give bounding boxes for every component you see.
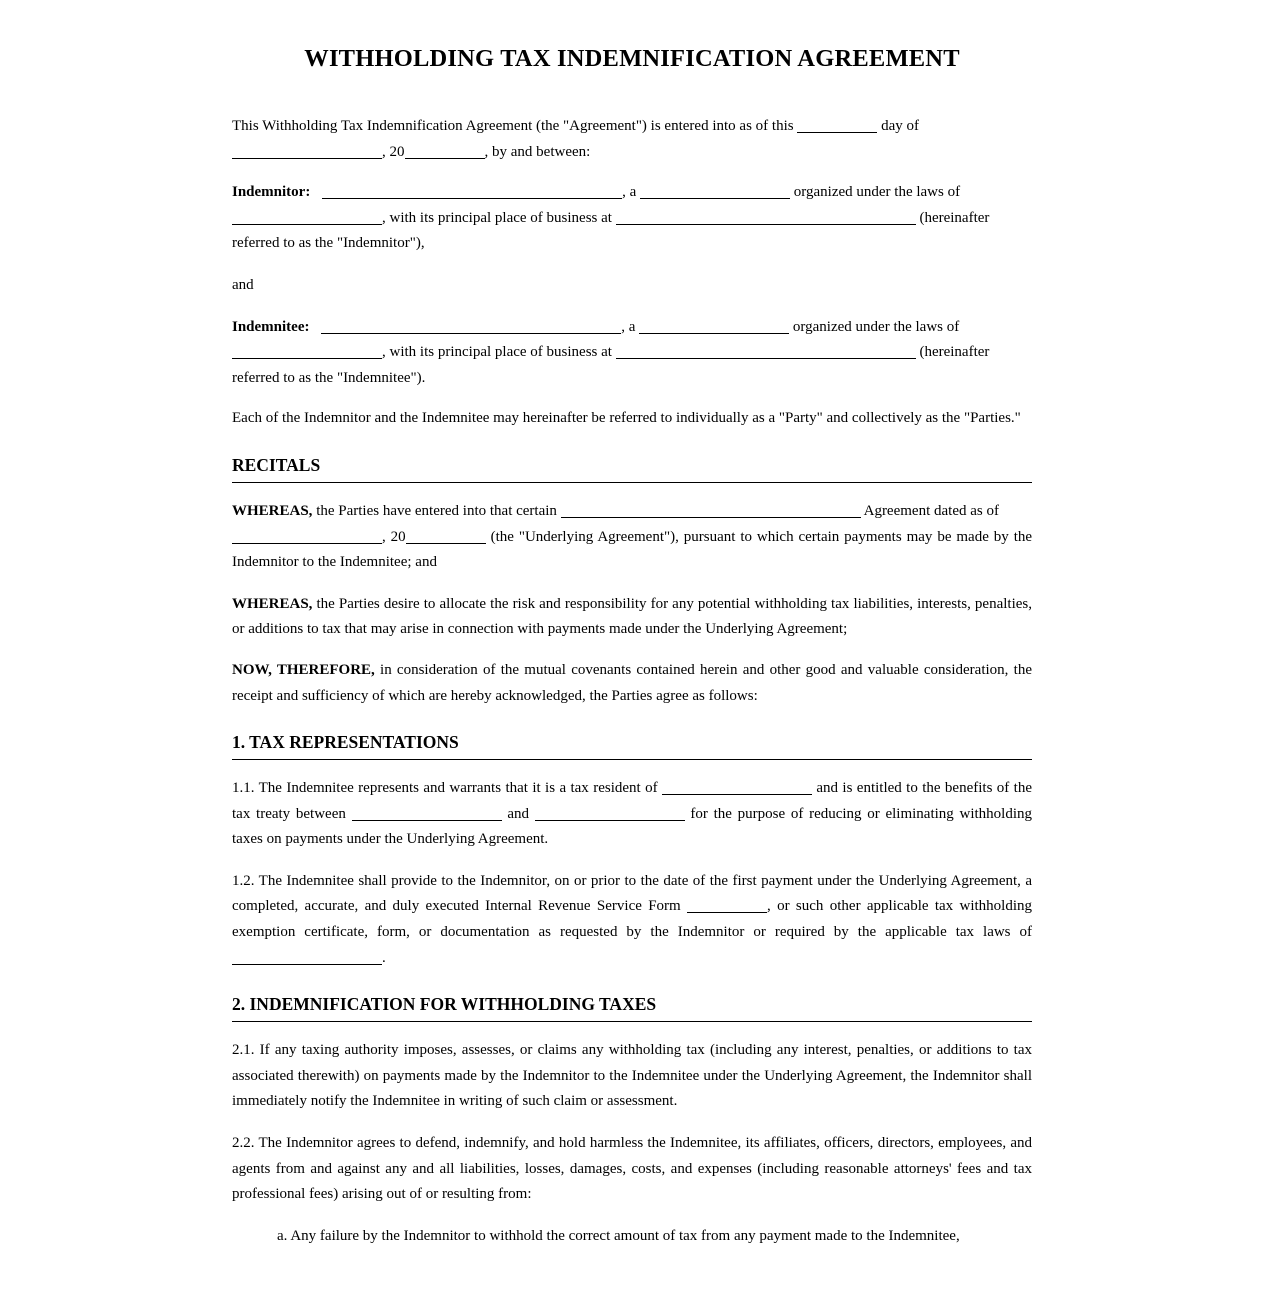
and-text: and (232, 276, 254, 293)
indemnitee-entity-type-blank[interactable] (639, 317, 789, 334)
document-title: WITHHOLDING TAX INDEMNIFICATION AGREEMENT (304, 45, 960, 72)
indemnitee-jurisdiction-blank[interactable] (232, 342, 382, 359)
indemnitor-name-blank[interactable] (322, 182, 622, 199)
year-blank[interactable] (405, 142, 485, 159)
indemnitor-jurisdiction-blank[interactable] (232, 208, 382, 225)
section-2-heading: 2. INDEMNIFICATION FOR WITHHOLDING TAXES (232, 993, 1032, 1022)
indemnitee-paragraph: Indemnitee: , a organized under the laws of , with its principal place of business at (hereinafter referred to as the "Indemnitee"). (232, 318, 990, 386)
now-therefore-paragraph: NOW, THEREFORE, in consideration of the mutual covenants contained herein and other good and valuable consideration, the receipt and sufficiency of which are hereby acknowledged, the Parties agree as follows: (232, 661, 1032, 704)
indemnitor-address-blank[interactable] (616, 208, 916, 225)
section-1-1-paragraph: 1.1. The Indemnitee represents and warrants that it is a tax resident of and is entitled to the benefits of the tax treaty between and for the purpose of reducing or eliminating withholding taxes on payments under the Underlying Agreement. (232, 780, 1033, 848)
section-1-2-paragraph: 1.2. The Indemnitee shall provide to the Indemnitor, on or prior to the date of the first payment under the Underlying Agreement, a completed, accurate, and duly executed Internal Revenue Service Form , or such other applicable tax withholding exemption certificate, form, or documentation as requested by the Indemnitor or required by the applicable tax laws of . (232, 872, 1032, 966)
month-blank[interactable] (232, 142, 382, 159)
section-2-2-a-paragraph: a. Any failure by the Indemnitor to withhold the correct amount of tax from any payment made to the Indemnitee, (277, 1227, 960, 1244)
irs-form-blank[interactable] (687, 896, 767, 913)
indemnitor-paragraph: Indemnitor: , a organized under the laws of , with its principal place of business at (hereinafter referred to as the "Indemnitor"), (232, 184, 990, 252)
recitals-heading: RECITALS (232, 454, 1032, 483)
agreement-year-blank[interactable] (406, 527, 486, 544)
treaty-country-1-blank[interactable] (352, 804, 502, 821)
whereas-1-paragraph: WHEREAS, the Parties have entered into that certain Agreement dated as of , 20 (the "Underlying Agreement"), pursuant to which certain payments may be made by the Indemnitor to the Indemnitee; and (232, 502, 1033, 571)
treaty-country-2-blank[interactable] (535, 804, 685, 821)
whereas-2-paragraph: WHEREAS, the Parties desire to allocate the risk and responsibility for any potential withholding tax liabilities, interests, penalties, or additions to tax that may arise in connection with payments made under the Underlying Agreement; (232, 595, 1032, 638)
indemnitor-entity-type-blank[interactable] (640, 182, 790, 199)
day-blank[interactable] (797, 116, 877, 133)
indemnitee-label: Indemnitee: (232, 318, 310, 335)
indemnitor-label: Indemnitor: (232, 184, 311, 201)
agreement-name-blank[interactable] (561, 501, 861, 518)
indemnitee-address-blank[interactable] (616, 342, 916, 359)
parties-paragraph: Each of the Indemnitor and the Indemnitee may hereinafter be referred to individually as a "Party" and collectively as the "Parties." (232, 410, 1021, 427)
section-2-1-paragraph: 2.1. If any taxing authority imposes, assesses, or claims any withholding tax (including any interest, penalties, or additions to tax associated therewith) on payments made by the Indemnitor to the Indemnitee under the Underlying Agreement, the Indemnitor shall immediately notify the Indemnitee in writing of such claim or assessment. (232, 1042, 1032, 1110)
indemnitee-name-blank[interactable] (321, 317, 621, 334)
document-page (232, 0, 1032, 1249)
tax-laws-jurisdiction-blank[interactable] (232, 948, 382, 965)
intro-paragraph: This Withholding Tax Indemnification Agreement (the "Agreement") is entered into as of this day of , 20 , by and between: (232, 118, 919, 160)
tax-residence-blank[interactable] (662, 778, 812, 795)
section-2-2-paragraph: 2.2. The Indemnitor agrees to defend, indemnify, and hold harmless the Indemnitee, its affiliates, officers, directors, employees, and agents from and against any and all liabilities, losses, damages, costs, and expenses (including reasonable attorneys' fees and tax professional fees) arising out of or resulting from: (232, 1135, 1032, 1203)
section-1-heading: 1. TAX REPRESENTATIONS (232, 731, 1032, 760)
agreement-date-blank[interactable] (232, 527, 382, 544)
